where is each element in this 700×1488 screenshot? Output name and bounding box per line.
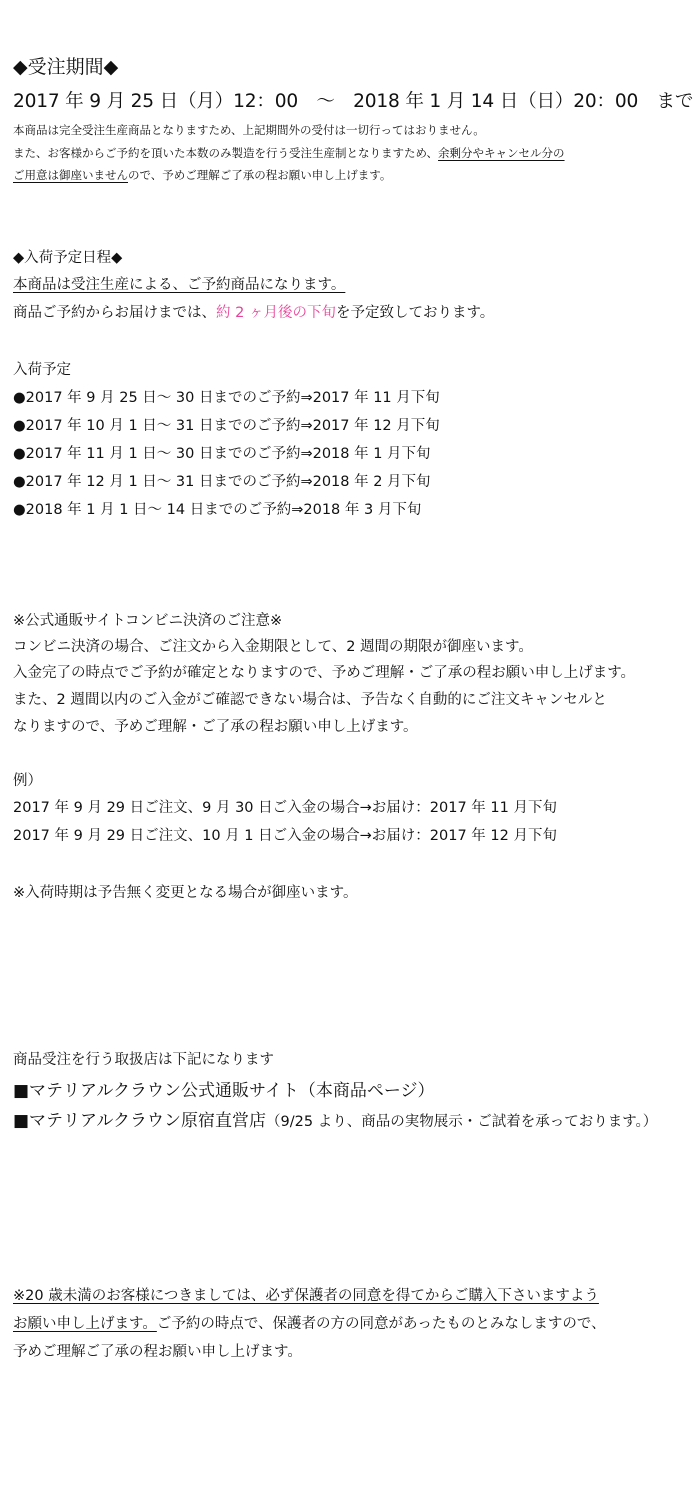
age-notice-line-2 bbox=[13, 1312, 606, 1333]
store-harajuku-name: ■マテリアルクラウン原宿直営店 bbox=[13, 1111, 267, 1131]
arrival-footnote: ※入荷時期は予告無く変更となる場合が御座います。 bbox=[13, 885, 358, 901]
age-notice-line-2a: お願い申し上げます。 bbox=[13, 1316, 157, 1332]
order-period-note-2b: 余剰分やキャンセル分の bbox=[438, 146, 565, 160]
schedule-item: ●2017 年 12 月 1 日～ 31 日までのご予約⇒2018 年 2 月下旬 bbox=[13, 474, 431, 490]
schedule-item: ●2017 年 10 月 1 日～ 31 日までのご予約⇒2017 年 12 月下旬 bbox=[13, 418, 440, 434]
age-notice-line-2b: ご予約の時点で、保護者の方の同意があったものとみなしますので、 bbox=[156, 1316, 606, 1332]
arrival-line-1: 本商品は受注生産による、ご予約商品になります。 bbox=[13, 277, 346, 293]
schedule-item: ●2017 年 9 月 25 日～ 30 日までのご予約⇒2017 年 11 月下旬 bbox=[13, 390, 440, 406]
arrival-line-2 bbox=[13, 301, 494, 322]
schedule-item: ●2017 年 11 月 1 日～ 30 日までのご予約⇒2018 年 1 月下旬 bbox=[13, 446, 431, 462]
arrival-line-2b: 約 2 ヶ月後の下旬 bbox=[216, 305, 336, 321]
order-period-note-3a: ご用意は御座いません bbox=[13, 168, 128, 182]
convenience-heading: ※公式通販サイトコンビニ決済のご注意※ bbox=[13, 613, 283, 629]
age-notice-line-3: 予めご理解ご了承の程お願い申し上げます。 bbox=[13, 1344, 302, 1360]
order-period-note-2a: また、お客様からご予約を頂いた本数のみ製造を行う受注生産制となりますため、 bbox=[13, 146, 439, 160]
schedule-item: ●2018 年 1 月 1 日～ 14 日までのご予約⇒2018 年 3 月下旬 bbox=[13, 502, 422, 518]
convenience-line: 入金完了の時点でご予約が確定となりますので、予めご理解・ご了承の程お願い申し上げます。 bbox=[13, 665, 636, 681]
age-notice-line-1: ※20 歳未満のお客様につきましては、必ず保護者の同意を得てからご購入下さいますよう bbox=[13, 1288, 599, 1304]
example-line: 2017 年 9 月 29 日ご注文、10 月 1 日ご入金の場合→お届け：2017 年 12 月下旬 bbox=[13, 828, 557, 844]
order-period-note-3 bbox=[13, 167, 391, 183]
example-label: 例） bbox=[13, 773, 42, 789]
stores-intro: 商品受注を行う取扱店は下記になります bbox=[13, 1052, 274, 1068]
order-period-range: 2017 年 9 月 25 日（月）12：00 ～ 2018 年 1 月 14 日（日）20：00 まで bbox=[13, 91, 694, 112]
order-period-heading: ◆受注期間◆ bbox=[13, 56, 119, 78]
convenience-line: なりますので、予めご理解・ご了承の程お願い申し上げます。 bbox=[13, 719, 418, 735]
order-period-note-1: 本商品は完全受注生産商品となりますため、上記期間外の受付は一切行ってはおりません。 bbox=[13, 123, 485, 137]
order-period-note-2 bbox=[13, 145, 565, 161]
convenience-line: また、2 週間以内のご入金がご確認できない場合は、予告なく自動的にご注文キャンセルと bbox=[13, 692, 607, 708]
arrival-heading: ◆入荷予定日程◆ bbox=[13, 250, 123, 266]
store-harajuku-note: （9/25 より、商品の実物展示・ご試着を承っております。） bbox=[266, 1114, 658, 1130]
store-official-site[interactable]: ■マテリアルクラウン公式通販サイト（本商品ページ） bbox=[13, 1081, 435, 1101]
arrival-line-2a: 商品ご予約からお届けまでは、 bbox=[13, 305, 216, 321]
schedule-label: 入荷予定 bbox=[13, 362, 71, 378]
order-period-note-3b: ので、予めご理解ご了承の程お願い申し上げます。 bbox=[128, 168, 392, 182]
example-line: 2017 年 9 月 29 日ご注文、9 月 30 日ご入金の場合→お届け：2017 年 11 月下旬 bbox=[13, 800, 557, 816]
store-harajuku[interactable] bbox=[13, 1106, 657, 1131]
arrival-line-2c: を予定致しております。 bbox=[335, 305, 495, 321]
convenience-line: コンビニ決済の場合、ご注文から入金期限として、2 週間の期限が御座います。 bbox=[13, 639, 533, 655]
